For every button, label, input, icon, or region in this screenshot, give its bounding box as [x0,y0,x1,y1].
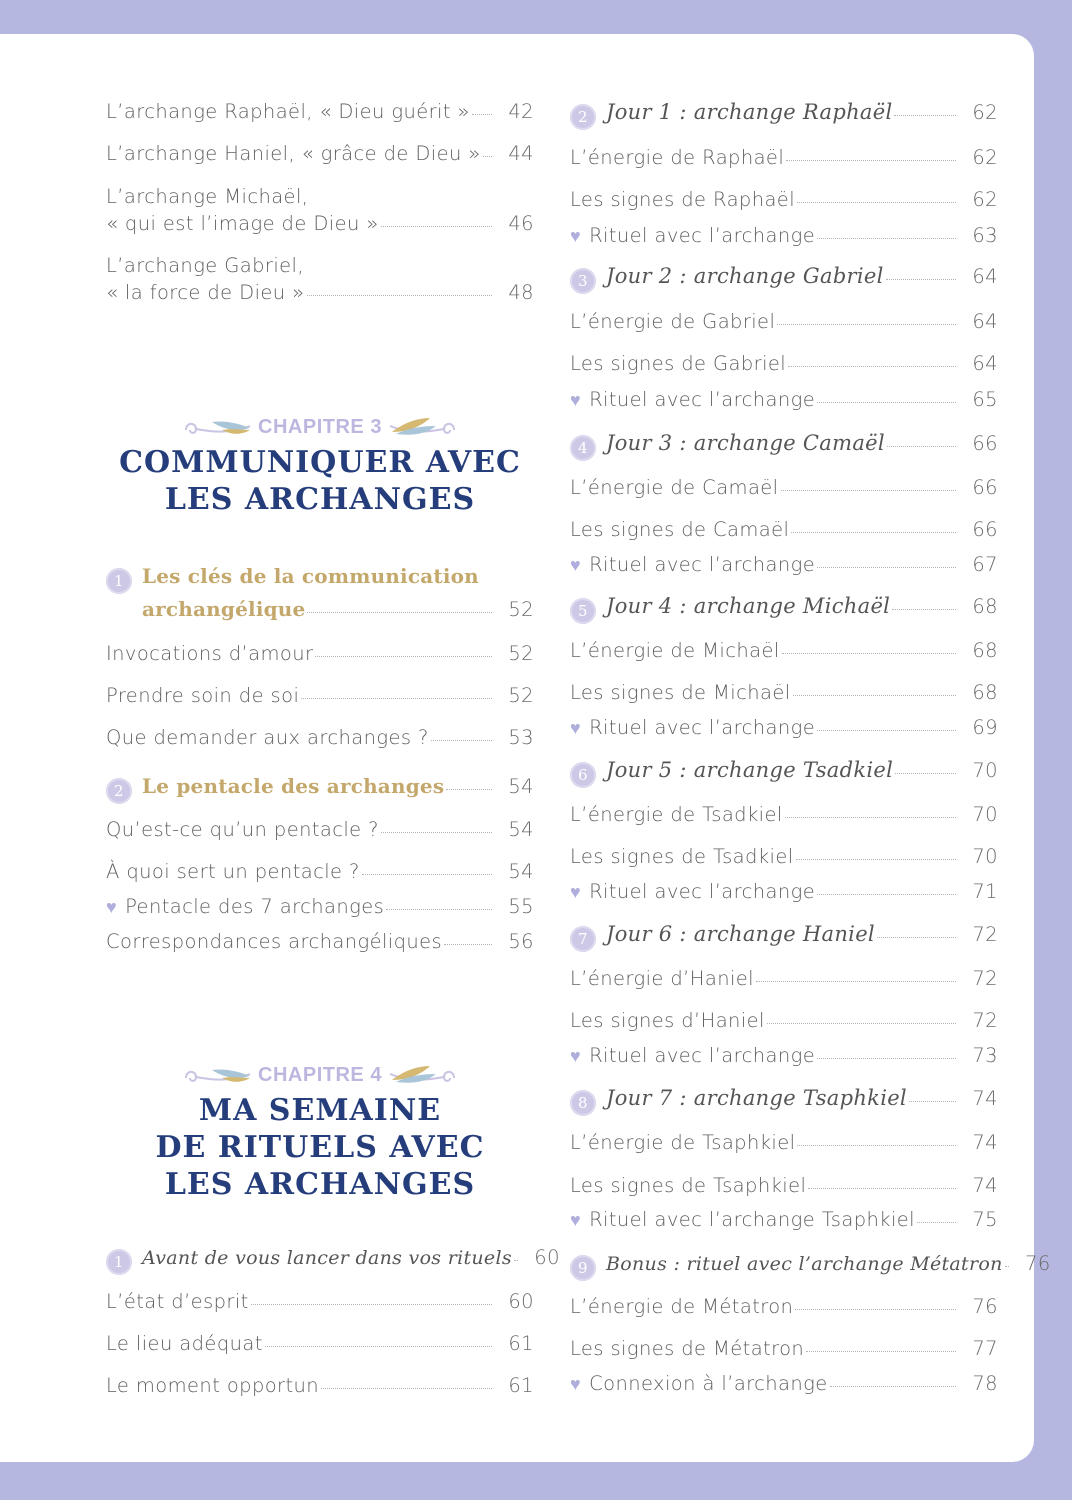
day-title: Jour 4 : archange Michaël [606,594,891,618]
chapter-title-line: LES ARCHANGES [164,1167,476,1202]
leader-dots [315,656,492,657]
page-number: 52 [508,642,534,665]
toc-entry[interactable] [106,684,534,707]
section-title: archangélique [142,597,306,621]
toc-entry[interactable] [570,553,998,576]
toc-entry[interactable] [106,1332,534,1355]
leader-dots [483,156,492,157]
page-number: 60 [534,1246,560,1269]
page-number: 42 [508,100,534,123]
day-title: Jour 1 : archange Raphaël [606,100,893,124]
page-number: 68 [972,681,998,704]
toc-entry[interactable] [106,1290,534,1313]
leader-dots [877,937,956,938]
page-number: 67 [972,553,998,576]
leader-dots [362,874,492,875]
entry-text: « la force de Dieu » [106,281,305,304]
entry-text: Rituel avec l’archange [589,388,816,411]
entry-text: Les signes de Michaël [570,681,791,704]
toc-day-entry[interactable] [570,431,998,458]
page-number: 63 [972,224,998,247]
leader-dots [781,490,956,491]
chapter-ornament [106,1062,534,1088]
toc-entry[interactable] [570,146,998,169]
toc-entry[interactable] [106,860,534,883]
leader-dots [767,1023,956,1024]
entry-text: L’archange Haniel, « grâce de Dieu » [106,142,481,165]
page-number: 55 [508,895,534,918]
leader-dots [817,238,956,239]
page-number: 64 [972,310,998,333]
entry-text: Le moment opportun [106,1374,320,1397]
page-number: 74 [972,1087,998,1110]
section-number-badge: 4 [570,435,596,461]
entry-text: L’archange Raphaël, « Dieu guérit » [106,100,470,123]
leader-dots [808,1188,956,1189]
leader-dots [817,730,956,731]
leader-dots [514,1260,518,1261]
toc-entry[interactable] [570,1337,998,1360]
section-number-badge: 8 [570,1090,596,1116]
entry-text: Les signes de Métatron [570,1337,805,1360]
page-number: 62 [972,146,998,169]
feather-ornament-right-icon [386,414,458,440]
leader-dots [446,789,492,790]
leader-dots [301,698,492,699]
toc-day-entry[interactable] [570,1086,998,1113]
day-title: Jour 3 : archange Camaël [606,431,885,455]
chapter-heading [106,1062,534,1203]
page-number: 77 [972,1337,998,1360]
leader-dots [431,740,492,741]
section-number-badge: 5 [570,598,596,624]
entry-text: Pentacle des 7 archanges [125,895,385,918]
chapter-title [106,444,534,518]
leader-dots [788,366,956,367]
day-title: Jour 7 : archange Tsaphkiel [606,1086,907,1110]
section-number-badge: 2 [570,104,596,130]
leader-dots [756,981,956,982]
page-number: 68 [972,595,998,618]
day-title: Jour 6 : archange Haniel [606,922,875,946]
entry-text: Rituel avec l’archange Tsaphkiel [589,1208,915,1231]
toc-entry[interactable] [570,188,998,211]
leader-dots [472,114,492,115]
toc-section[interactable] [106,564,534,621]
entry-text: L’énergie de Métatron [570,1295,794,1318]
page-number: 70 [972,759,998,782]
toc-entry[interactable] [570,1131,998,1154]
chapter-title-line: LES ARCHANGES [164,482,476,517]
entry-text: Les signes de Tsaphkiel [570,1174,807,1197]
entry-text: L’énergie de Tsaphkiel [570,1131,796,1154]
heart-icon: ♥ [570,555,582,576]
toc-day-entry[interactable] [570,594,998,621]
page-number: 54 [508,818,534,841]
page-number: 56 [508,930,534,953]
page-number: 44 [508,142,534,165]
entry-text: Les signes d’Haniel [570,1009,765,1032]
entry-text: Le lieu adéquat [106,1332,263,1355]
section-number-badge: 3 [570,268,596,294]
heart-icon: ♥ [570,1046,582,1067]
leader-dots [777,324,956,325]
heart-icon: ♥ [570,882,582,903]
page-number: 69 [972,716,998,739]
toc-entry[interactable] [570,845,998,868]
entry-text: À quoi sert un pentacle ? [106,860,360,883]
section-number-badge: 7 [570,926,596,952]
section-number-badge: 2 [106,778,132,804]
leader-dots [1005,1266,1009,1267]
leader-dots [817,567,956,568]
section-number-badge: 1 [106,1249,132,1275]
page-number: 72 [972,967,998,990]
toc-entry[interactable] [106,254,534,304]
page-number: 66 [972,476,998,499]
leader-dots [321,1388,492,1389]
toc-entry[interactable] [570,1009,998,1032]
page-number: 53 [508,726,534,749]
entry-text-line1: L’archange Gabriel, [106,254,304,277]
leader-dots [894,115,956,116]
leader-dots [817,1058,956,1059]
section-number-badge: 6 [570,762,596,788]
heart-icon: ♥ [570,226,582,247]
entry-text: Rituel avec l’archange [589,716,816,739]
leader-dots [830,1386,956,1387]
toc-day-entry[interactable] [570,922,998,949]
leader-dots [796,859,956,860]
chapter-label: CHAPITRE 4 [258,1063,382,1086]
leader-dots [307,612,492,613]
entry-text: Les signes de Camaël [570,518,790,541]
chapter-title-line: COMMUNIQUER AVEC [119,445,521,480]
toc-section[interactable] [106,1246,560,1272]
toc-entry[interactable] [570,352,998,375]
chapter-title-line: DE RITUELS AVEC [155,1130,485,1165]
entry-text: Invocations d’amour [106,642,314,665]
toc-entry[interactable] [570,967,998,990]
leader-dots [793,695,956,696]
page-number: 54 [508,860,534,883]
leader-dots [785,817,956,818]
page-number: 66 [972,432,998,455]
entry-text: L’énergie de Raphaël [570,146,785,169]
toc-day-entry[interactable] [570,264,998,291]
leader-dots [786,160,956,161]
heart-icon: ♥ [570,718,582,739]
page-number: 54 [508,775,534,798]
leader-dots [892,609,956,610]
leader-dots [795,1309,956,1310]
entry-text: L’état d’esprit [106,1290,249,1313]
entry-text: Rituel avec l’archange [589,553,816,576]
toc-day-entry[interactable] [570,1252,1051,1278]
page-number: 64 [972,352,998,375]
entry-text: L’énergie de Tsadkiel [570,803,783,826]
entry-text: Les signes de Tsadkiel [570,845,794,868]
entry-text: Les signes de Gabriel [570,352,787,375]
section-number-badge: 1 [106,568,132,594]
page-number: 73 [972,1044,998,1067]
entry-text: Correspondances archangéliques [106,930,443,953]
feather-ornament-left-icon [182,414,254,440]
day-title: Jour 2 : archange Gabriel [606,264,884,288]
section-number-badge: 9 [570,1255,596,1281]
page-number: 74 [972,1174,998,1197]
leader-dots [307,295,493,296]
page-number: 75 [972,1208,998,1231]
entry-text: Rituel avec l’archange [589,880,816,903]
page-number: 52 [508,598,534,621]
toc-entry[interactable] [570,1295,998,1318]
leader-dots [444,944,492,945]
toc-entry[interactable] [106,818,534,841]
page-number: 74 [972,1131,998,1154]
page-number: 61 [508,1374,534,1397]
toc-entry[interactable] [106,100,534,123]
leader-dots [797,1145,956,1146]
leader-dots [386,909,492,910]
page-number: 78 [972,1372,998,1395]
toc-entry[interactable] [570,681,998,704]
day-title: Jour 5 : archange Tsadkiel [606,758,894,782]
section-title: Avant de vous lancer dans vos rituels [142,1247,512,1269]
toc-entry[interactable] [570,388,998,411]
page-number: 70 [972,845,998,868]
toc-day-entry[interactable] [570,758,998,785]
toc-entry[interactable] [106,185,534,235]
toc-entry[interactable] [106,642,534,665]
entry-text: Qu’est-ce qu’un pentacle ? [106,818,379,841]
toc-entry[interactable] [570,639,998,662]
page-number: 66 [972,518,998,541]
toc-entry[interactable] [106,726,534,749]
toc-entry[interactable] [106,1374,534,1397]
leader-dots [895,773,956,774]
toc-entry[interactable] [570,310,998,333]
page-number: 72 [972,1009,998,1032]
page-number: 65 [972,388,998,411]
page-number: 64 [972,265,998,288]
heart-icon: ♥ [570,390,582,411]
entry-text: Les signes de Raphaël [570,188,796,211]
page-number: 71 [972,880,998,903]
toc-entry[interactable] [570,518,998,541]
page-number: 72 [972,923,998,946]
leader-dots [887,446,956,447]
toc-entry[interactable] [106,895,534,918]
leader-dots [251,1304,492,1305]
page-number: 70 [972,803,998,826]
section-title: Le pentacle des archanges [142,774,445,798]
entry-text-line1: L’archange Michaël, [106,185,309,208]
leader-dots [917,1222,956,1223]
heart-icon: ♥ [570,1374,582,1395]
toc-entry[interactable] [570,1372,998,1395]
entry-text: L’énergie de Gabriel [570,310,776,333]
book-page [0,34,1051,1462]
feather-ornament-left-icon [182,1062,254,1088]
page-number: 76 [972,1295,998,1318]
page-number: 60 [508,1290,534,1313]
toc-entry[interactable] [570,880,998,903]
heart-icon: ♥ [570,1210,582,1231]
entry-text: Rituel avec l’archange [589,1044,816,1067]
section-title-line1: Les clés de la communication [142,564,479,588]
leader-dots [381,832,492,833]
toc-entry[interactable] [570,1174,998,1197]
leader-dots [791,532,956,533]
toc-entry[interactable] [570,224,998,247]
page-number: 76 [1025,1252,1051,1275]
entry-text: Prendre soin de soi [106,684,300,707]
entry-text: Connexion à l’archange [589,1372,828,1395]
entry-text: Que demander aux archanges ? [106,726,429,749]
page-number: 52 [508,684,534,707]
leader-dots [909,1101,956,1102]
feather-ornament-right-icon [386,1062,458,1088]
toc-entry[interactable] [106,142,534,165]
toc-section[interactable] [106,774,534,801]
leader-dots [797,202,956,203]
toc-day-entry[interactable] [570,100,998,127]
toc-entry[interactable] [570,716,998,739]
chapter-title-line: MA SEMAINE [198,1093,442,1128]
page-number: 68 [972,639,998,662]
entry-text: L’énergie de Michaël [570,639,780,662]
toc-entry[interactable] [570,1044,998,1067]
entry-text: L’énergie d’Haniel [570,967,754,990]
leader-dots [806,1351,956,1352]
page-number: 46 [508,212,534,235]
leader-dots [782,653,956,654]
toc-entry[interactable] [570,1208,998,1231]
chapter-ornament [106,414,534,440]
toc-entry[interactable] [570,476,998,499]
day-title: Bonus : rituel avec l’archange Métatron [606,1253,1003,1275]
entry-text: « qui est l’image de Dieu » [106,212,379,235]
leader-dots [381,226,492,227]
leader-dots [817,402,956,403]
page-number: 61 [508,1332,534,1355]
toc-entry[interactable] [570,803,998,826]
toc-entry[interactable] [106,930,534,953]
page-number: 62 [972,188,998,211]
chapter-label: CHAPITRE 3 [258,415,382,438]
page-number: 48 [508,281,534,304]
leader-dots [817,894,956,895]
heart-icon: ♥ [106,897,118,918]
entry-text: L’énergie de Camaël [570,476,779,499]
chapter-title [106,1092,534,1203]
chapter-heading [106,414,534,518]
entry-text: Rituel avec l’archange [589,224,816,247]
page-number: 62 [972,101,998,124]
leader-dots [265,1346,492,1347]
leader-dots [886,279,956,280]
